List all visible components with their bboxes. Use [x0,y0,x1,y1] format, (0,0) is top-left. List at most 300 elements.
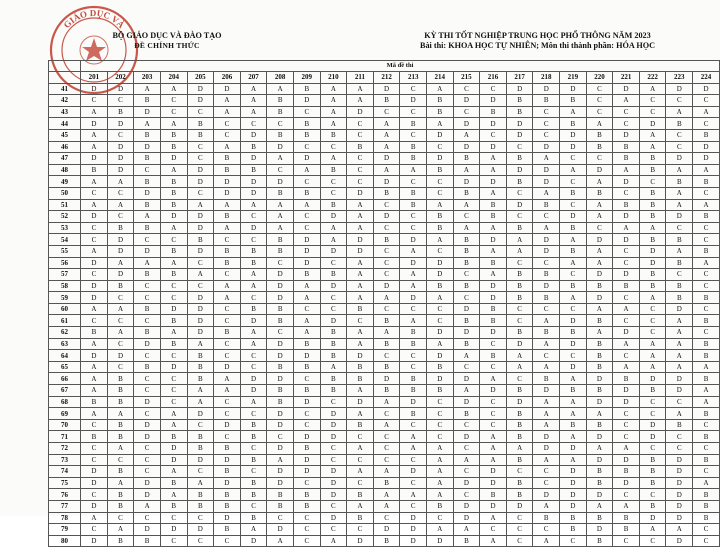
answer-cell: D [613,234,640,246]
answer-cell: D [347,350,374,362]
answer-cell: D [639,512,666,524]
answer-cell: D [373,280,400,292]
table-row [49,535,720,547]
answer-cell: C [347,477,374,489]
answer-cell: C [320,176,347,188]
answer-cell: D [586,292,613,304]
answer-cell: C [347,129,374,141]
answer-cell: C [427,419,454,431]
answer-cell: B [400,118,427,130]
question-number: 70 [49,419,81,431]
answer-cell: B [480,350,507,362]
answer-cell: C [400,106,427,118]
answer-cell: B [586,315,613,327]
answer-cell: B [506,477,533,489]
answer-cell: C [320,292,347,304]
table-row [49,454,720,466]
answer-cell: A [134,257,161,269]
answer-cell: C [214,338,241,350]
exam-code-header: Mã đề thi [81,61,720,72]
answer-cell: B [586,419,613,431]
answer-cell: A [240,83,267,95]
question-number: 54 [49,234,81,246]
answer-cell: A [373,327,400,339]
answer-cell: A [533,338,560,350]
answer-cell: C [666,129,693,141]
answer-cell: C [693,234,720,246]
answer-cell: A [666,187,693,199]
answer-cell: B [214,164,241,176]
answer-cell: A [586,176,613,188]
answer-cell: D [453,303,480,315]
answer-cell: A [480,373,507,385]
exam-code-cell: 206 [214,72,241,84]
answer-cell: B [453,245,480,257]
answer-cell: B [666,257,693,269]
answer-cell: B [693,211,720,223]
exam-code-cell: 214 [427,72,454,84]
answer-cell: C [693,327,720,339]
answer-cell: A [347,222,374,234]
answer-cell: A [373,466,400,478]
answer-cell: C [214,129,241,141]
answer-cell: D [293,95,320,107]
answer-cell: D [320,408,347,420]
answer-cell: C [400,419,427,431]
answer-cell: A [214,280,241,292]
answer-cell: C [427,141,454,153]
answer-cell: D [400,466,427,478]
answer-cell: B [373,361,400,373]
answer-cell: A [320,153,347,165]
answer-cell: A [453,454,480,466]
answer-cell: A [134,118,161,130]
answer-cell: C [427,431,454,443]
answer-cell: C [293,211,320,223]
answer-cell: B [267,489,294,501]
table-row [49,95,720,107]
answer-cell: A [187,269,214,281]
answer-cell: D [81,83,108,95]
answer-cell: A [160,83,187,95]
answer-cell: A [533,408,560,420]
answer-cell: C [160,95,187,107]
answer-cell: D [240,187,267,199]
answer-cell: A [400,443,427,455]
answer-cell: A [187,477,214,489]
answer-cell: B [453,315,480,327]
answer-cell: D [134,141,161,153]
answer-cell: D [560,477,587,489]
answer-cell: A [81,385,108,397]
answer-cell: B [134,303,161,315]
answer-cell: C [400,129,427,141]
answer-cell: C [160,280,187,292]
answer-cell: A [560,257,587,269]
answer-cell: D [320,512,347,524]
answer-cell: A [293,327,320,339]
answer-cell: A [453,222,480,234]
answer-cell: D [320,489,347,501]
answer-cell: A [320,118,347,130]
answer-cell: B [160,245,187,257]
answer-cell: B [586,280,613,292]
answer-cell: B [586,129,613,141]
answer-cell: C [533,350,560,362]
answer-cell: A [240,269,267,281]
answer-cell: C [453,83,480,95]
answer-cell: C [400,500,427,512]
answer-cell: B [267,361,294,373]
answer-cell: B [187,443,214,455]
answer-cell: A [586,211,613,223]
answer-cell: C [293,535,320,547]
answer-cell: B [453,338,480,350]
answer-cell: A [373,164,400,176]
answer-cell: A [81,199,108,211]
answer-cell: C [613,315,640,327]
answer-cell: A [533,396,560,408]
answer-cell: A [320,106,347,118]
answer-cell: A [693,385,720,397]
answer-cell: B [506,153,533,165]
table-row [49,106,720,118]
answer-cell: B [693,408,720,420]
answer-cell: C [639,408,666,420]
answer-cell: D [187,211,214,223]
answer-cell: A [400,269,427,281]
answer-cell: D [134,245,161,257]
answer-cell: B [267,106,294,118]
answer-cell: C [533,129,560,141]
exam-code-row [49,72,720,84]
answer-cell: B [666,234,693,246]
answer-cell: B [453,408,480,420]
answer-cell: D [586,373,613,385]
answer-cell: C [427,245,454,257]
answer-cell: D [347,106,374,118]
answer-cell: A [427,118,454,130]
answer-cell: C [506,315,533,327]
seal-text: GIÁO DỤC VÀ [61,7,127,31]
answer-cell: B [214,500,241,512]
answer-cell: A [81,512,108,524]
answer-cell: B [586,466,613,478]
answer-cell: D [160,524,187,536]
answer-cell: C [160,292,187,304]
answer-cell: D [560,211,587,223]
answer-cell: B [187,373,214,385]
answer-cell: A [107,408,134,420]
answer-cell: D [267,141,294,153]
answer-cell: A [533,187,560,199]
answer-cell: B [693,500,720,512]
answer-cell: A [560,292,587,304]
answer-cell: B [560,524,587,536]
answer-cell: D [214,83,241,95]
answer-cell: D [347,245,374,257]
answer-cell: A [81,408,108,420]
question-number: 69 [49,408,81,420]
answer-cell: D [560,361,587,373]
answer-cell: D [293,350,320,362]
answer-cell: B [400,153,427,165]
answer-cell: A [81,141,108,153]
answer-cell: B [134,327,161,339]
question-number: 71 [49,431,81,443]
answer-cell: C [666,95,693,107]
answer-cell: C [666,443,693,455]
answer-cell: A [214,199,241,211]
answer-cell: A [347,466,374,478]
answer-cell: A [347,95,374,107]
answer-cell: A [134,500,161,512]
answer-cell: D [240,222,267,234]
answer-cell: A [533,454,560,466]
answer-cell: D [453,431,480,443]
answer-cell: A [613,500,640,512]
answer-cell: B [107,222,134,234]
exam-code-cell: 216 [480,72,507,84]
answer-cell: B [453,187,480,199]
exam-code-cell: 207 [240,72,267,84]
exam-code-cell: 209 [293,72,320,84]
answer-cell: C [586,95,613,107]
answer-cell: B [480,199,507,211]
answer-cell: D [533,280,560,292]
table-row [49,396,720,408]
answer-cell: C [134,292,161,304]
answer-cell: A [480,153,507,165]
answer-cell: C [293,106,320,118]
answer-cell: D [453,176,480,188]
answer-cell: B [293,338,320,350]
answer-cell: C [400,361,427,373]
answer-cell: B [187,489,214,501]
answer-cell: D [586,269,613,281]
answer-cell: A [347,338,374,350]
svg-text:GIÁO DỤC VÀ [62,8,127,31]
exam-code-cell: 204 [160,72,187,84]
answer-cell: A [427,292,454,304]
answer-cell: A [666,245,693,257]
answer-cell: C [373,512,400,524]
answer-cell: D [240,373,267,385]
answer-cell: B [480,303,507,315]
answer-cell: C [240,211,267,223]
answer-cell: C [160,385,187,397]
answer-cell: B [134,176,161,188]
answer-cell: D [666,373,693,385]
answer-cell: C [453,419,480,431]
answer-cell: C [134,454,161,466]
answer-cell: A [240,396,267,408]
answer-cell: A [453,524,480,536]
answer-cell: A [293,292,320,304]
answer-cell: B [639,187,666,199]
answer-cell: A [107,176,134,188]
answer-cell: B [267,396,294,408]
answer-cell: B [293,187,320,199]
answer-cell: C [240,234,267,246]
answer-cell: A [373,489,400,501]
answer-cell: A [293,164,320,176]
answer-cell: B [693,512,720,524]
answer-cell: B [320,129,347,141]
answer-cell: A [107,477,134,489]
answer-cell: D [240,153,267,165]
answer-cell: B [187,234,214,246]
answer-cell: A [639,292,666,304]
exam-code-cell: 222 [639,72,666,84]
answer-cell: D [666,303,693,315]
answer-cell: A [160,419,187,431]
answer-cell: B [267,385,294,397]
answer-cell: A [373,500,400,512]
answer-cell: B [560,118,587,130]
table-row [49,500,720,512]
answer-cell: B [214,489,241,501]
answer-cell: D [427,350,454,362]
answer-cell: D [400,234,427,246]
answer-cell: B [533,199,560,211]
answer-cell: B [506,292,533,304]
answer-cell: C [560,303,587,315]
answer-cell: D [560,83,587,95]
answer-cell: A [480,187,507,199]
answer-cell: D [267,419,294,431]
answer-cell: D [267,443,294,455]
answer-cell: C [107,512,134,524]
answer-cell: B [214,443,241,455]
answer-cell: D [267,269,294,281]
answer-cell: B [187,500,214,512]
answer-cell: D [453,500,480,512]
answer-cell: C [214,234,241,246]
answer-cell: B [560,419,587,431]
answer-cell: C [613,245,640,257]
answer-cell: B [267,187,294,199]
answer-cell: A [480,443,507,455]
answer-cell: C [506,373,533,385]
answer-cell: D [267,292,294,304]
answer-cell: C [81,95,108,107]
answer-cell: A [586,443,613,455]
answer-cell: D [586,164,613,176]
answer-cell: D [293,466,320,478]
answer-cell: C [81,269,108,281]
answer-cell: D [453,327,480,339]
answer-cell: A [107,199,134,211]
answer-cell: A [427,83,454,95]
answer-cell: B [400,385,427,397]
answer-cell: B [666,292,693,304]
answer-cell: C [107,361,134,373]
answer-cell: C [347,164,374,176]
answer-cell: A [81,245,108,257]
answer-cell: C [187,257,214,269]
answer-cell: C [560,199,587,211]
answer-cell: B [293,500,320,512]
answer-cell: D [373,373,400,385]
answer-cell: A [693,106,720,118]
answer-cell: B [320,373,347,385]
answer-cell: D [187,303,214,315]
answer-cell: C [81,443,108,455]
answer-cell: C [453,443,480,455]
answer-cell: B [533,373,560,385]
answer-cell: A [586,408,613,420]
answer-cell: B [214,257,241,269]
answer-cell: B [666,176,693,188]
answer-cell: D [533,141,560,153]
answer-cell: C [506,257,533,269]
answer-cell: C [533,303,560,315]
answer-cell: A [134,83,161,95]
answer-cell: C [187,535,214,547]
answer-cell: D [506,500,533,512]
question-number: 50 [49,187,81,199]
answer-cell: A [533,315,560,327]
answer-cell: C [506,187,533,199]
answer-cell: D [453,477,480,489]
answer-cell: D [187,245,214,257]
answer-cell: B [586,477,613,489]
answer-cell: B [214,327,241,339]
answer-cell: D [134,489,161,501]
answer-cell: D [560,466,587,478]
answer-cell: A [160,408,187,420]
answer-cell: D [187,83,214,95]
answer-cell: A [347,500,374,512]
answer-cell: B [613,280,640,292]
answer-cell: C [347,454,374,466]
answer-cell: C [506,512,533,524]
answer-cell: D [320,477,347,489]
answer-cell: D [81,466,108,478]
answer-cell: A [586,199,613,211]
answer-cell: D [293,431,320,443]
answer-cell: D [187,95,214,107]
answer-cell: A [373,141,400,153]
answer-cell: B [240,419,267,431]
answer-cell: D [160,211,187,223]
answer-cell: C [134,234,161,246]
answer-cell: B [160,338,187,350]
answer-cell: B [506,385,533,397]
answer-cell: B [586,535,613,547]
answer-cell: C [134,466,161,478]
answer-cell: C [347,118,374,130]
answer-cell: C [480,408,507,420]
answer-cell: B [107,535,134,547]
answer-cell: D [373,176,400,188]
answer-cell: D [107,153,134,165]
answer-cell: D [453,512,480,524]
answer-cell: A [267,199,294,211]
answer-cell: C [267,164,294,176]
answer-cell: A [160,466,187,478]
answer-cell: C [613,431,640,443]
answer-cell: D [107,350,134,362]
answer-cell: D [666,385,693,397]
answer-cell: B [240,141,267,153]
answer-cell: C [267,118,294,130]
answer-cell: C [639,315,666,327]
answer-cell: C [160,234,187,246]
answer-cell: B [453,153,480,165]
answer-cell: C [693,222,720,234]
